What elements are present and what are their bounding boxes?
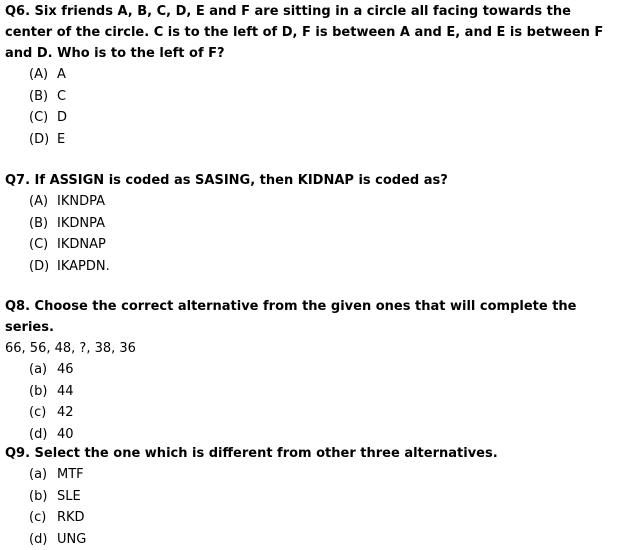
option-label: (C): [29, 107, 57, 129]
question-7-option-c: [5, 234, 617, 256]
option-label: (D): [29, 256, 57, 278]
option-value: IKNDPA: [57, 194, 105, 209]
question-9-text: Q9. Select the one which is different from other three alternatives.: [5, 443, 617, 464]
option-value: C: [57, 89, 66, 104]
option-label: (B): [29, 86, 57, 108]
option-label: (d): [29, 424, 57, 446]
question-8-option-a: [5, 359, 617, 381]
question-6-option-d: [5, 129, 617, 151]
option-label: (c): [29, 402, 57, 424]
question-8: [5, 296, 617, 445]
question-9-option-c: [5, 507, 617, 529]
question-6-option-b: [5, 86, 617, 108]
question-8-text: Q8. Choose the correct alternative from the given ones that will complete the series.: [5, 296, 617, 338]
option-label: (D): [29, 129, 57, 151]
option-label: (A): [29, 191, 57, 213]
question-8-option-d: [5, 424, 617, 446]
question-6-option-c: [5, 107, 617, 129]
question-9-option-b: [5, 486, 617, 508]
question-7-option-d: [5, 256, 617, 278]
question-6-text: Q6. Six friends A, B, C, D, E and F are sitting in a circle all facing towards the center of the circle. C is to the left of D, F is between A and E, and E is between F and D. Who is to the left of F?: [5, 1, 617, 64]
question-8-series: 66, 56, 48, ?, 38, 36: [5, 338, 617, 359]
question-6: [5, 1, 617, 150]
option-label: (d): [29, 529, 57, 550]
option-value: RKD: [57, 510, 85, 525]
question-8-option-b: [5, 381, 617, 403]
option-value: UNG: [57, 532, 86, 547]
option-value: SLE: [57, 489, 81, 504]
question-9: [5, 443, 617, 550]
option-value: IKDNPA: [57, 216, 105, 231]
option-value: D: [57, 110, 67, 125]
question-7: [5, 170, 617, 277]
question-7-option-b: [5, 213, 617, 235]
option-label: (B): [29, 213, 57, 235]
question-6-option-a: [5, 64, 617, 86]
question-9-option-d: [5, 529, 617, 550]
option-label: (b): [29, 486, 57, 508]
option-label: (C): [29, 234, 57, 256]
question-7-option-a: [5, 191, 617, 213]
option-value: 46: [57, 362, 74, 377]
option-label: (a): [29, 359, 57, 381]
option-label: (A): [29, 64, 57, 86]
option-label: (c): [29, 507, 57, 529]
option-value: IKAPDN.: [57, 259, 110, 274]
option-value: A: [57, 67, 66, 82]
option-value: MTF: [57, 467, 84, 482]
option-value: E: [57, 132, 65, 147]
question-9-option-a: [5, 464, 617, 486]
option-value: 42: [57, 405, 74, 420]
question-8-option-c: [5, 402, 617, 424]
option-value: IKDNAP: [57, 237, 106, 252]
option-label: (a): [29, 464, 57, 486]
option-label: (b): [29, 381, 57, 403]
question-7-text: Q7. If ASSIGN is coded as SASING, then KIDNAP is coded as?: [5, 170, 617, 191]
option-value: 40: [57, 427, 74, 442]
option-value: 44: [57, 384, 74, 399]
